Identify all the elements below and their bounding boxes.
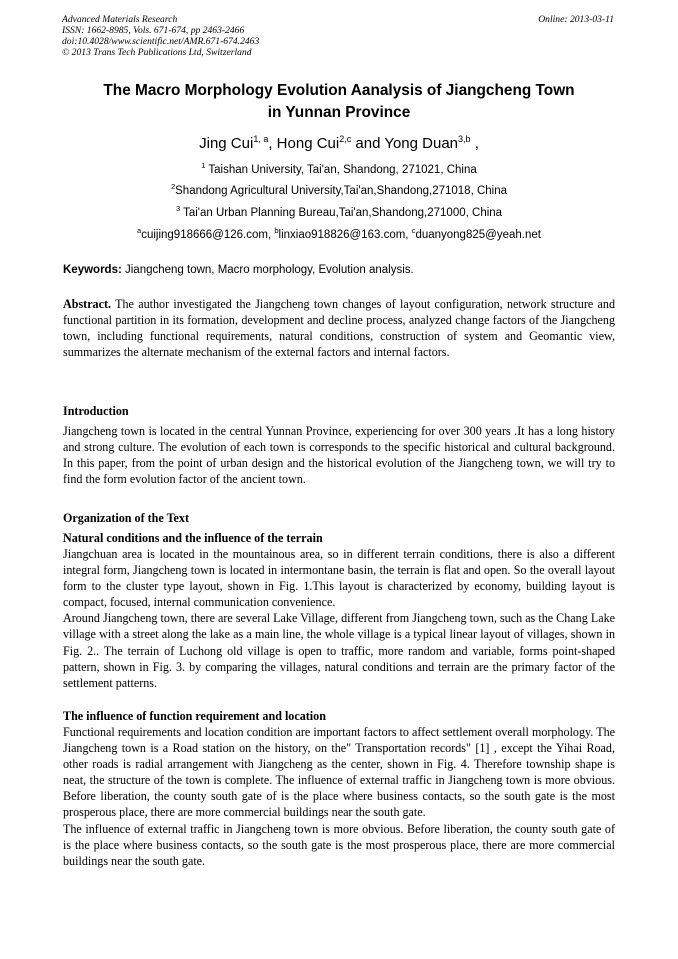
email-a-sup: a <box>137 226 142 235</box>
abstract-text: The author investigated the Jiangcheng town changes of layout configuration, network structure and functional partition in its formation, development and decline process, analyzed change factors of the Jiangcheng town, including functional requirements, natural conditions, construction of system and Geomantic view, summarizes the alternate mechanism of the external factors and internal factors. <box>63 297 615 360</box>
email-b: linxiao918826@163.com, <box>278 229 412 241</box>
organization-heading: Organization of the Text <box>63 511 189 525</box>
author-trail: , <box>470 135 479 152</box>
affiliation-3 <box>40 205 638 221</box>
abstract-label: Abstract. <box>63 297 112 311</box>
abstract <box>63 296 615 360</box>
author-3-sup: 3,b <box>458 134 471 144</box>
keywords-line <box>63 262 615 278</box>
introduction-text: Jiangcheng town is located in the central Yunnan Province, experiencing for over 300 years .It has a long history and strong culture. The evolution of each town is corresponds to the specific historical and cultural background. In this paper, from the point of urban design and the historical evolution of the Jiangcheng town, we will try to find the form evolution factor of the ancient town. <box>63 424 615 487</box>
journal-name: Advanced Materials Research <box>62 14 178 25</box>
title-line-2: in Yunnan Province <box>267 104 411 121</box>
author-list <box>40 134 638 154</box>
email-c-sup: c <box>411 226 416 235</box>
author-2: , Hong Cui <box>268 135 340 152</box>
author-1-sup: 1, a <box>253 134 269 144</box>
author-1: Jing Cui <box>199 135 254 152</box>
affiliation-2-sup: 2 <box>170 182 176 191</box>
natural-body <box>63 546 615 691</box>
keywords-text: Jiangcheng town, Macro morphology, Evolution analysis. <box>121 264 414 276</box>
email-line <box>40 227 638 243</box>
function-paragraph-1: Functional requirements and location condition are important factors to affect settlement overall morphology. The Jiangcheng town is a Road station on the history, on the" Transportation records" [1] , except the Yihai Road, other roads is radial arrangement with Jiangcheng as the center, shown in Fig. 4. Therefore township shape is neat, the structure of the town is complete. The influence of external traffic in Jiangcheng town is more obvious. Before liberation, the county south gate of is the place where business contacts, so the south gate is the most prosperous place, there are more commercial buildings near the south gate. <box>63 725 615 820</box>
title-line-1: The Macro Morphology Evolution Aanalysis of Jiangcheng Town <box>103 82 575 99</box>
journal-header <box>62 14 614 58</box>
copyright-line: © 2013 Trans Tech Publications Ltd, Switzerland <box>62 47 252 58</box>
issn-line: ISSN: 1662-8985, Vols. 671-674, pp 2463-2466 <box>62 25 245 36</box>
email-b-sup: b <box>274 226 279 235</box>
affiliation-1 <box>40 162 638 178</box>
keywords-label: Keywords: <box>63 264 122 276</box>
doi-line: doi:10.4028/www.scientific.net/AMR.671-674.2463 <box>62 36 260 47</box>
author-2-sup: 2,c <box>339 134 352 144</box>
introduction-body <box>63 423 615 487</box>
affiliation-2 <box>40 183 638 199</box>
affiliation-3-text: Tai'an Urban Planning Bureau,Tai'an,Shandong,271000, China <box>180 207 503 219</box>
introduction-heading: Introduction <box>63 404 129 418</box>
function-body <box>63 724 615 869</box>
email-c: duanyong825@yeah.net <box>415 229 541 241</box>
affiliation-3-sup: 3 <box>175 204 181 213</box>
online-date: Online: 2013-03-11 <box>538 14 614 25</box>
paper-title <box>40 80 638 124</box>
email-a: cuijing918666@126.com, <box>141 229 275 241</box>
function-heading: The influence of function requirement and location <box>63 709 326 723</box>
function-paragraph-2: The influence of external traffic in Jiangcheng town is more obvious. Before liberation, the county south gate of is the place where business contacts, so the south gate is the most prosperous place, there are more commercial buildings near the south gate. <box>63 821 615 868</box>
affiliation-2-text: Shandong Agricultural University,Tai'an,Shandong,271018, China <box>175 185 508 197</box>
natural-paragraph-1: Jiangchuan area is located in the mountainous area, so in different terrain conditions, there is also a different integral form, Jiangcheng town is located in intermontane basin, the terrain is flat and open. So the overall layout form to the cluster type layout, shown in Fig. 1.This layout is characterized by economy, building layout is compact, focused, internal communication convenience. <box>63 547 615 610</box>
natural-heading: Natural conditions and the influence of the terrain <box>63 531 323 545</box>
author-3: and Yong Duan <box>351 135 459 152</box>
natural-paragraph-2: Around Jiangcheng town, there are several Lake Village, different from Jiangcheng town, such as the Chang Lake village with a street along the lake as a main line, the whole village is a typical linear layout of villages, shown in Fig. 2.. The terrain of Luchong old village is open to traffic, more random and variable, forms point-shaped pattern, shown in Fig. 3. by comparing the villages, natural conditions and terrain are the primary factor of the settlement patterns. <box>63 611 615 690</box>
affiliation-1-text: Taishan University, Tai'an, Shandong, 271021, China <box>205 164 477 176</box>
affiliation-1-sup: 1 <box>201 161 206 170</box>
